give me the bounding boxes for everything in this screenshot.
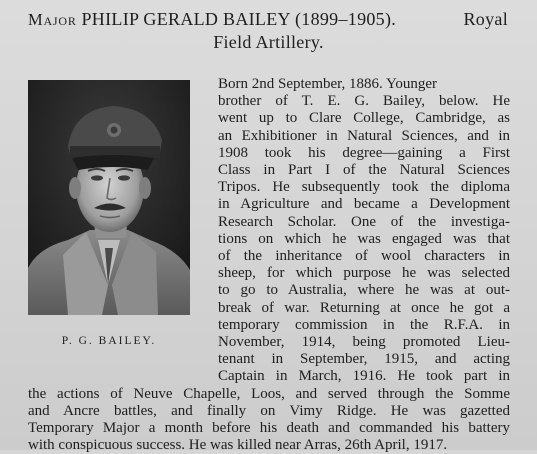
bio-line: Born 2nd September, 1886. Younger	[218, 76, 437, 92]
bio-line: brother of T. E. G. Bailey, below. He	[218, 93, 510, 110]
bio-line: sheep, for which purpose he was selected	[218, 265, 510, 282]
unit-label-part2: Field Artillery.	[213, 32, 324, 52]
entry-heading	[28, 8, 520, 31]
bio-line: temporary commission in the R.F.A. in	[218, 316, 510, 333]
school-years: (1899–1905).	[294, 9, 397, 29]
bio-line: and Ancre battles, and finally on Vimy Ridge. He was gazetted	[28, 402, 510, 419]
rank-label: Major	[28, 10, 77, 29]
bio-line: Class in Part I of the Natural Sciences	[218, 162, 510, 178]
bio-line: in Agriculture and became a Development	[218, 196, 510, 213]
bio-line: to go to Australia, where he was at out-	[218, 282, 510, 299]
bio-line: Tripos. He subsequently took the diploma	[218, 179, 510, 196]
bio-line: 1908 took his degree—gaining a First	[218, 144, 510, 161]
bio-line: break of war. Returning at once he got a	[218, 299, 510, 316]
bio-line: went up to Clare College, Cambridge, as	[218, 110, 510, 127]
bio-line: Research Scholar. One of the investiga-	[218, 213, 510, 230]
bio-line: with conspicuous success. He was killed near Arras, 26th April, 1917.	[28, 437, 448, 454]
bio-line: Temporary Major a month before his death and commanded his battery	[28, 420, 510, 436]
bio-line: tenant in September, 1915, and acting	[218, 351, 510, 368]
portrait-photo	[28, 80, 190, 315]
bio-line: the actions of Neuve Chapelle, Loos, and served through the Somme	[28, 385, 510, 402]
bio-line: of the inheritance of wool characters in	[218, 248, 510, 264]
portrait-illustration	[28, 80, 190, 315]
unit-label-part1: Royal	[463, 9, 508, 29]
photo-caption: P. G. BAILEY.	[61, 335, 157, 347]
bio-line: November, 1914, being promoted Lieu-	[218, 334, 510, 350]
bio-line: tions on which he was engaged was that	[218, 230, 510, 247]
bio-line: Captain in March, 1916. He took part in	[218, 368, 510, 385]
bio-line: an Exhibitioner in Natural Sciences, and in	[218, 127, 510, 144]
full-name: PHILIP GERALD BAILEY	[81, 9, 291, 29]
